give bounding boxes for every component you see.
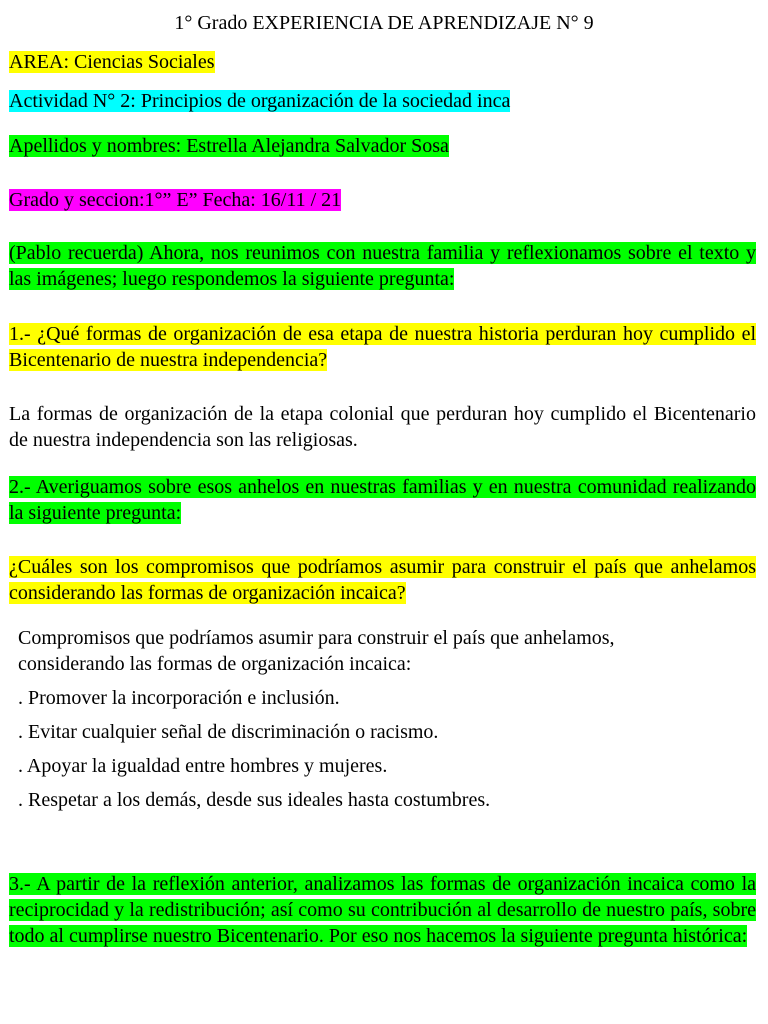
answer-1	[9, 401, 756, 453]
title-text: 1° Grado EXPERIENCIA DE APRENDIZAJE N° 9	[174, 12, 594, 34]
grade-date-line	[9, 188, 341, 212]
answer-2-intro-line-2: considerando las formas de organización incaica:	[18, 653, 412, 675]
answer-2	[18, 625, 758, 813]
student-name-text: Apellidos y nombres: Estrella Alejandra Salvador Sosa	[9, 135, 449, 157]
question-2-text: ¿Cuáles son los compromisos que podríamos asumir para construir el país que anhelamos considerando las formas de organización incaica?	[9, 556, 756, 604]
activity-line	[9, 89, 510, 113]
list-item: . Promover la incorporación e inclusión.	[18, 687, 340, 709]
question-2	[9, 554, 756, 606]
question-1-text: 1.- ¿Qué formas de organización de esa etapa de nuestra historia perduran hoy cumplido el Bicentenario de nuestra independencia?	[9, 323, 756, 371]
document-title	[0, 10, 768, 36]
list-item: . Evitar cualquier señal de discriminación o racismo.	[18, 721, 439, 743]
grade-date-text: Grado y seccion:1°” E” Fecha: 16/11 / 21	[9, 189, 342, 211]
question-3-prompt-text: 3.- A partir de la reflexión anterior, analizamos las formas de organización incaica como la reciprocidad y la redistribución; así como su contribución al desarrollo de nuestro país, sobre todo al cumplirse nuestro Bicentenario. Por eso nos hacemos la siguiente pregunta histórica:	[9, 873, 756, 947]
answer-2-intro-line-1: Compromisos que podríamos asumir para construir el país que anhelamos,	[18, 627, 615, 649]
area-text: AREA: Ciencias Sociales	[9, 51, 215, 73]
question-2-prompt-text: 2.- Averiguamos sobre esos anhelos en nuestras familias y en nuestra comunidad realizando la siguiente pregunta:	[9, 476, 756, 524]
list-item: . Respetar a los demás, desde sus ideales hasta costumbres.	[18, 789, 491, 811]
area-line	[9, 50, 215, 74]
intro-paragraph	[9, 240, 756, 292]
question-2-prompt	[9, 474, 756, 526]
activity-text: Actividad N° 2: Principios de organización de la sociedad inca	[9, 90, 511, 112]
list-item: . Apoyar la igualdad entre hombres y mujeres.	[18, 755, 388, 777]
question-1	[9, 321, 756, 373]
name-line	[9, 134, 449, 158]
answer-1-text: La formas de organización de la etapa colonial que perduran hoy cumplido el Bicentenario de nuestra independencia son las religiosas.	[9, 403, 756, 451]
question-3-prompt	[9, 871, 756, 949]
intro-text: (Pablo recuerda) Ahora, nos reunimos con nuestra familia y reflexionamos sobre el texto y las imágenes; luego respondemos la siguiente pregunta:	[9, 242, 756, 290]
